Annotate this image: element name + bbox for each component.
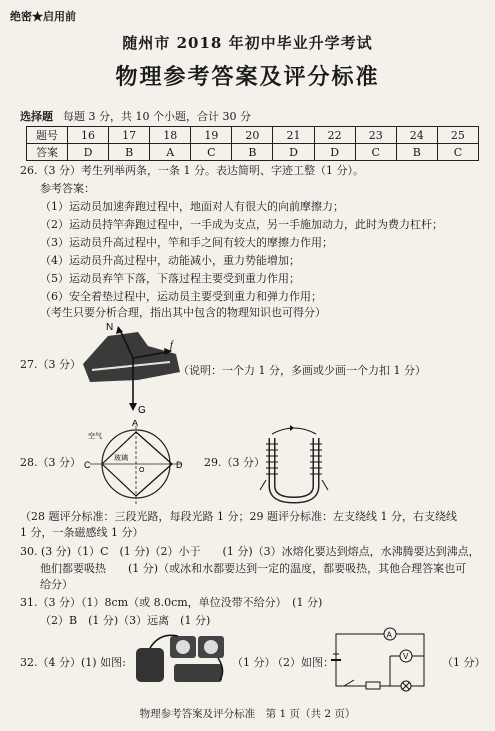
answer-cell: B [232,144,273,161]
row-label-number: 题号 [27,127,68,144]
point-a-label: A [132,420,139,428]
question-number: 25 [437,127,478,144]
q26-item: （5）运动员弃竿下落，下落过程主要受到重力作用； [40,272,300,285]
point-d-label: D [176,460,183,470]
row-label-answer: 答案 [27,144,68,161]
q28-label: 28.（3 分） [20,456,81,469]
voltmeter-label: V [403,652,409,661]
answer-cell: D [273,144,314,161]
q29-electromagnet-diagram [258,424,330,506]
q26-note: （考生只要分析合理，指出其中包含的物理知识也可得分） [40,306,326,319]
rubric-line: 1 分，一条磁感线 1 分） [20,526,144,539]
q32-part2: （2）如图： [272,656,334,669]
answer-cell: A [150,144,191,161]
rubric-line: （28 题评分标准：三段光路，每段光路 1 分；29 题评分标准：左支绕线 1 分，右支绕线 [20,510,457,523]
q26-item: （1）运动员加速奔跑过程中，地面对人有很大的向前摩擦力； [40,200,344,213]
q27-label: 27.（3 分） [20,358,81,371]
question-number: 24 [396,127,437,144]
q26-item: （6）安全着垫过程中，运动员主要受到重力和弹力作用； [40,290,322,303]
point-c-label: C [84,460,91,470]
q27-force-diagram [78,318,188,418]
choice-label: 选择题 [20,110,53,123]
q26-item: （2）运动员持竿奔跑过程中，一手成为支点，另一手施加动力，此时为费力杠杆； [40,218,443,231]
question-number: 17 [109,127,150,144]
exam-title: 随州市 2018 年初中毕业升学考试 [122,34,373,52]
question-number: 20 [232,127,273,144]
question-number: 23 [355,127,396,144]
q31-line: （2）B (1 分)（3）远离 (1 分) [40,614,211,627]
force-g-label: G [138,405,146,416]
center-o-label: O [139,467,145,474]
question-number: 18 [150,127,191,144]
q32-label: 32.（4 分）(1) 如图: [20,656,126,669]
force-n-label: N [106,322,114,333]
question-number: 16 [68,127,109,144]
q30-line: 他们都要吸热 (1 分)（或冰和水都要达到一定的温度，都要吸热，其他合理答案也可 [40,562,467,575]
q30-line: 给分） [40,578,73,591]
q32-score: （1 分） [232,656,276,669]
answer-cell: B [396,144,437,161]
answer-table [26,126,479,161]
answer-cell: C [437,144,478,161]
page-footer: 物理参考答案及评分标准 第 1 页（共 2 页） [139,708,356,720]
answer-cell: B [109,144,150,161]
q29-label: 29.（3 分） [204,456,265,469]
choice-description: 每题 3 分，共 10 个小题，合计 30 分 [63,110,251,123]
q31-line: 31.（3 分）（1）8cm（或 8.0cm，单位没带不给分） (1 分) [20,596,323,609]
air-label: 空气 [88,432,102,440]
question-number: 19 [191,127,232,144]
q30-line: 30. (3 分)（1）C (1 分)（2）小于 (1 分)（3）冰熔化要达到熔点，水沸腾要达到沸点， [20,545,480,558]
answer-cell: C [355,144,396,161]
q32-circuit-diagram [330,624,430,694]
question-number: 22 [314,127,355,144]
answer-table-row-numbers [27,127,479,144]
answer-cell: D [314,144,355,161]
answer-cell: C [191,144,232,161]
document-title: 物理参考答案及评分标准 [115,64,380,90]
q26-heading: 26.（3 分）考生列举两条，一条 1 分。表达简明、字迹工整（1 分）。 [20,164,364,177]
q26-reference-label: 参考答案： [40,182,95,195]
ammeter-label: A [386,630,392,640]
question-number: 21 [273,127,314,144]
q28-light-path-diagram [84,420,188,508]
q32-physical-circuit [130,630,230,690]
answer-cell: D [68,144,109,161]
q27-note: （说明：一个力 1 分，多画或少画一个力扣 1 分） [178,364,426,377]
q26-item: （4）运动员升高过程中，动能减小，重力势能增加； [40,254,300,267]
q26-item: （3）运动员升高过程中，竿和手之间有较大的摩擦力作用； [40,236,333,249]
confidential-mark: 绝密★启用前 [10,10,76,23]
choice-section-heading [20,108,251,124]
answer-table-row-answers [27,144,479,161]
force-f-label: f [170,340,173,351]
q32-score: （1 分） [442,656,486,669]
glass-label: 玻璃 [114,454,128,462]
